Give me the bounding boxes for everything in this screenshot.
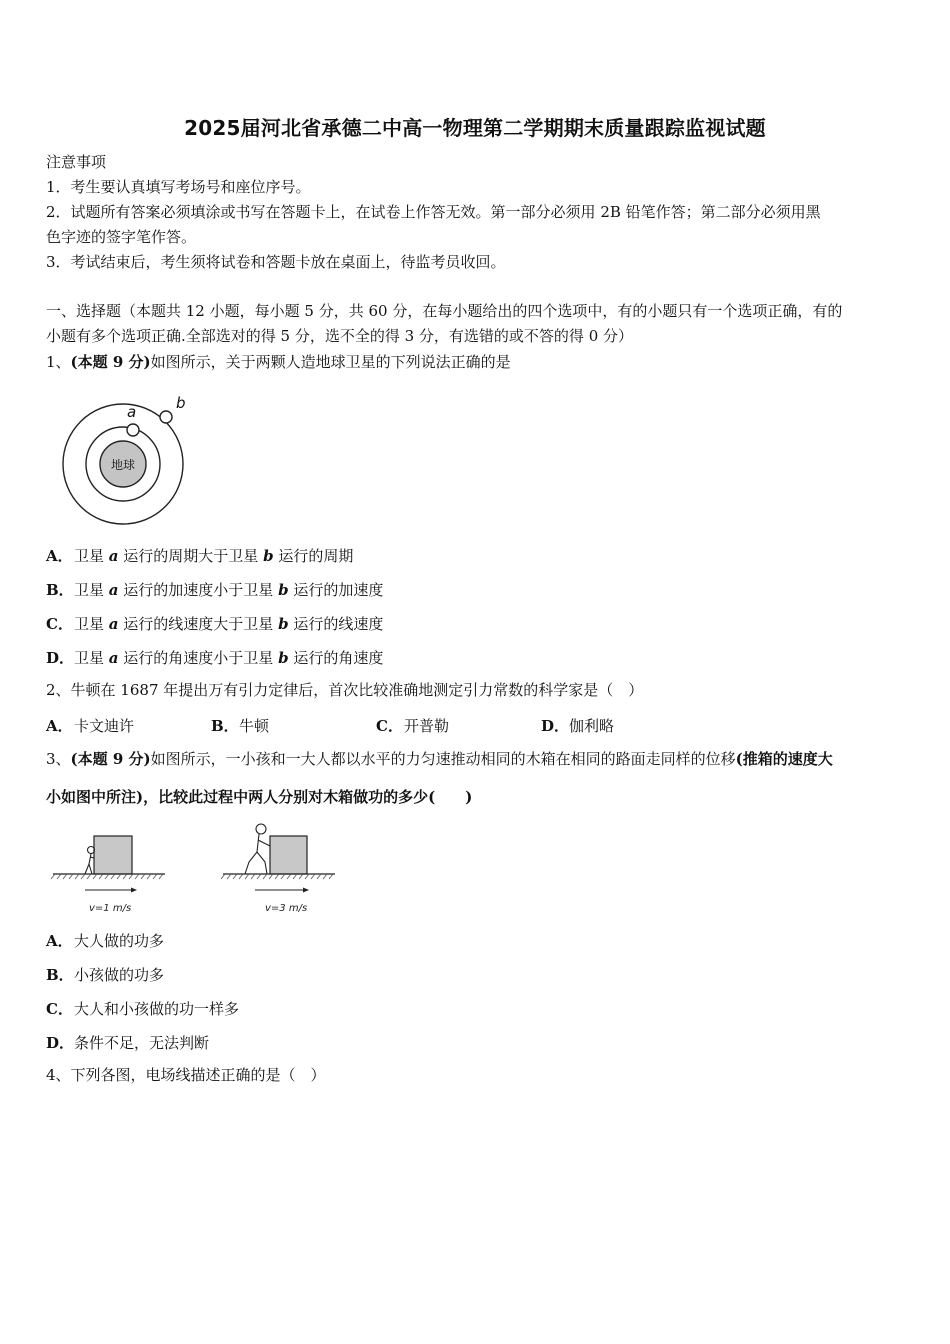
- q2-option-d: D．伽利略: [541, 717, 615, 735]
- satellite-a-icon: [127, 424, 139, 436]
- q4-stem: 4、下列各图，电场线描述正确的是（ ）: [46, 1066, 326, 1084]
- q1-option-c: C．卫星 a 运行的线速度大于卫星 b 运行的线速度: [46, 615, 384, 633]
- adult-scene: [221, 824, 335, 914]
- q3-option-b: B．小孩做的功多: [46, 966, 165, 984]
- q3-option-c: C．大人和小孩做的功一样多: [46, 1000, 240, 1018]
- q1-option-d: D．卫星 a 运行的角速度小于卫星 b 运行的角速度: [46, 649, 384, 667]
- q2-option-a: A．卡文迪许: [46, 717, 135, 735]
- child-icon: [85, 847, 95, 875]
- q2-options: [46, 715, 706, 736]
- q1-option-b: B．卫星 a 运行的加速度小于卫星 b 运行的加速度: [46, 581, 384, 599]
- q1-stem: [46, 351, 511, 373]
- q2-option-c: C．开普勒: [376, 717, 450, 735]
- speed-label-left: v=1 m/s: [89, 903, 132, 914]
- satellite-a-label: a: [127, 403, 137, 421]
- box-left: [94, 836, 132, 874]
- q3-stem-line2: 小如图中所注)，比较此过程中两人分别对木箱做功的多少( ): [46, 788, 473, 806]
- satellite-b-label: b: [176, 394, 186, 412]
- page-title: 2025届河北省承德二中高一物理第二学期期末质量跟踪监视试题: [184, 116, 766, 140]
- q3-option-d: D．条件不足，无法判断: [46, 1034, 210, 1052]
- q3-option-a: A．大人做的功多: [46, 932, 165, 950]
- notice-item-1: 1．考生要认真填写考场号和座位序号。: [46, 178, 311, 196]
- notice-heading: 注意事项: [46, 153, 107, 171]
- q3-stem-line1: 3、(本题 9 分)如图所示，一小孩和一大人都以水平的力匀速推动相同的木箱在相同的路面走同样的位移(推箱的速度大: [46, 750, 833, 768]
- section-intro-line2: 小题有多个选项正确.全部选对的得 5 分，选不全的得 3 分，有选错的或不答的得 0 分）: [46, 327, 634, 345]
- q1-points: (本题 9 分): [70, 353, 151, 371]
- box-right: [270, 836, 307, 874]
- notice-item-2-cont: 色字迹的签字笔作答。: [46, 228, 197, 246]
- q1-number: 1、: [46, 353, 71, 371]
- q1-option-a: A．卫星 a 运行的周期大于卫星 b 运行的周期: [46, 547, 354, 565]
- notice-item-2: 2．试题所有答案必须填涂或书写在答题卡上，在试卷上作答无效。第一部分必须用 2B 铅笔作答；第二部分必须用黑: [46, 203, 821, 221]
- satellite-b-icon: [160, 411, 172, 423]
- adult-icon: [245, 824, 270, 874]
- q1-question: 如图所示，关于两颗人造地球卫星的下列说法正确的是: [150, 353, 511, 371]
- orbit-figure: [55, 390, 205, 525]
- q2-option-b: B．牛顿: [211, 717, 270, 735]
- section-intro-line1: 一、选择题（本题共 12 小题，每小题 5 分，共 60 分，在每小题给出的四个选项中，有的小题只有一个选项正确，有的: [46, 302, 843, 320]
- earth-label: 地球: [110, 458, 136, 472]
- speed-label-right: v=3 m/s: [265, 903, 308, 914]
- notice-item-3: 3．考试结束后，考生须将试卷和答题卡放在桌面上，待监考员收回。: [46, 253, 506, 271]
- child-scene: [51, 836, 165, 914]
- q2-stem: 2、牛顿在 1687 年提出万有引力定律后，首次比较准确地测定引力常数的科学家是（ ）: [46, 681, 644, 699]
- push-figure: [45, 818, 345, 918]
